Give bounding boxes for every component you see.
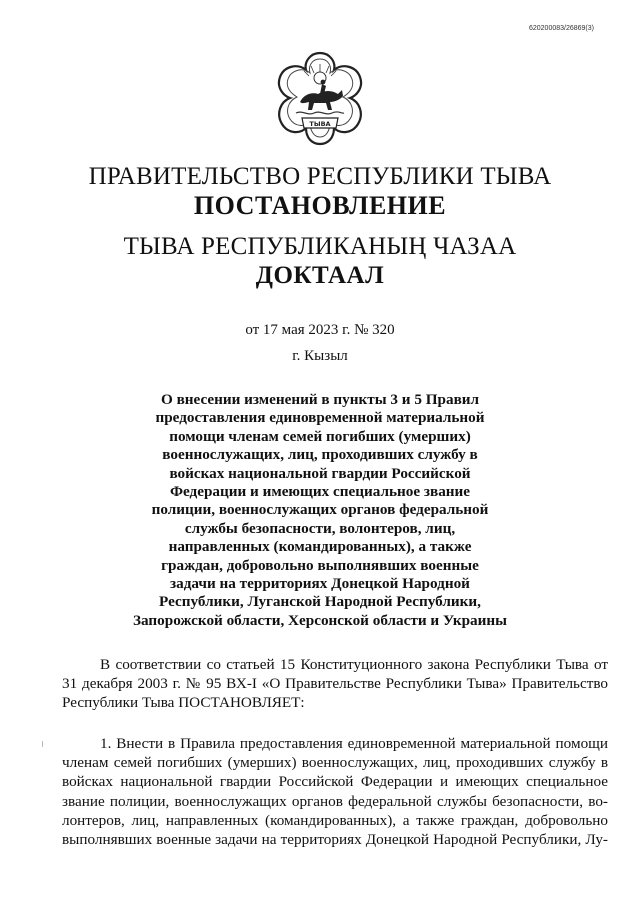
subject-line: военнослужащих, лиц, проходивших службу в (162, 446, 478, 464)
subject-line: задачи на территориях Донецкой Народной (170, 575, 470, 593)
paragraph-line: В соответствии со статьей 15 Конституционного закона Республики Тыва от (100, 656, 608, 673)
paragraph-line: войсках национальной гвардии Российской Федерации и имеющих специальное (62, 773, 608, 791)
subject-line: О внесении изменений в пункты 3 и 5 Правил (160, 391, 480, 408)
paragraph-line: членам семей погибших (умерших) военнослужащих, лиц, проходивших службу в (62, 754, 608, 772)
tuva-coat-of-arms-icon (272, 50, 368, 146)
decree-subject (120, 391, 520, 630)
paragraph-line: звание полиции, военнослужащих органов федеральной службы безопасности, во- (62, 792, 608, 810)
subject-line: направленных (командированных), а также (168, 538, 472, 556)
subject-line: войсках национальной гвардии Российской (169, 464, 471, 482)
decree-title: ПОСТАНОВЛЕНИЕ (193, 191, 447, 220)
subject-line: помощи членам семей погибших (умерших) (169, 427, 471, 445)
paragraph-line: Республики Тыва ПОСТАНОВЛЯЕТ: (62, 694, 305, 712)
subject-line: службы безопасности, волонтеров, лиц, (184, 519, 456, 537)
decree-city: г. Кызыл (292, 348, 348, 364)
paragraph-line: лонтеров, лиц, направленных (командированных), а также граждан, добровольно (62, 811, 608, 829)
paragraph-line: 1. Внести в Правила предоставления единовременной материальной помощи (100, 735, 608, 752)
government-title-tuvan: ТЫВА РЕСПУБЛИКАНЫҢ ЧАЗАА (123, 233, 517, 260)
paragraph-line: 31 декабря 2003 г. № 95 ВХ-I «О Правительстве Республики Тыва» Правительство (62, 675, 608, 693)
subject-line: граждан, добровольно выполнявших военные (161, 556, 479, 574)
document-code: 620200083/26869(3) (528, 25, 594, 32)
paragraph-line: выполнявших военные задачи на территориях Донецкой Народной Республики, Лу- (62, 831, 608, 849)
clause-1-paragraph (62, 734, 608, 849)
government-title: ПРАВИТЕЛЬСТВО РЕСПУБЛИКИ ТЫВА (88, 163, 552, 190)
margin-mark (42, 741, 43, 747)
preamble-paragraph (62, 655, 608, 713)
emblem-text: ТЫВА (309, 120, 331, 128)
decree-date-number: от 17 мая 2023 г. № 320 (245, 322, 395, 338)
subject-line: Запорожской области, Херсонской области и Украины (133, 611, 507, 629)
subject-line: Федерации и имеющих специальное звание (169, 483, 471, 501)
subject-line: предоставления единовременной материальной (155, 409, 485, 427)
subject-line: Республики, Луганской Народной Республики, (159, 593, 481, 611)
subject-line: полиции, военнослужащих органов федеральной (151, 501, 489, 519)
decree-title-tuvan: ДОКТААЛ (255, 262, 385, 289)
